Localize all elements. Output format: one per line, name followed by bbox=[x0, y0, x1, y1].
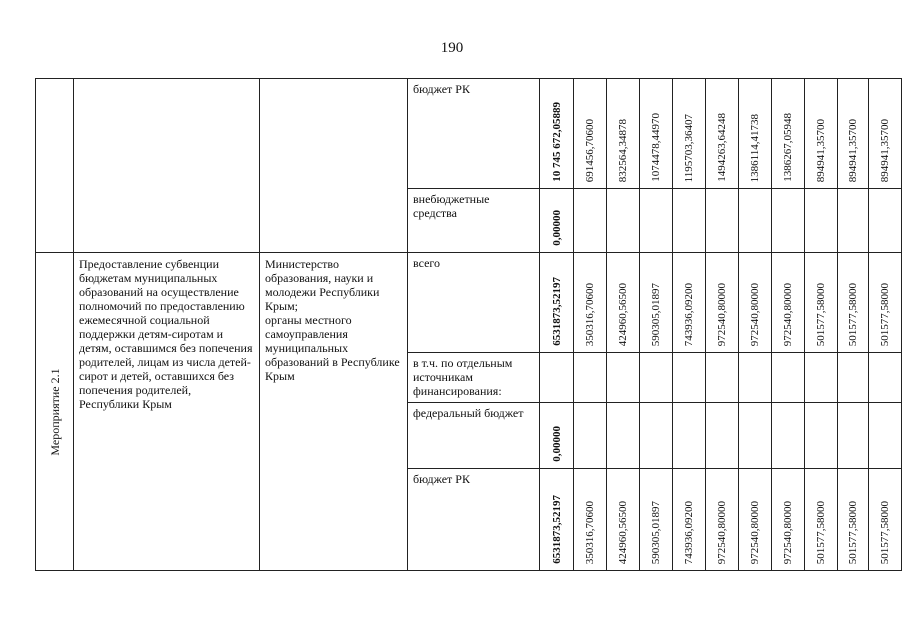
funding-source-cell bbox=[408, 353, 540, 403]
year-value-cell bbox=[805, 403, 838, 469]
year-value-cell bbox=[574, 253, 607, 353]
year-value-cell bbox=[706, 353, 739, 403]
page-number: 190 bbox=[440, 40, 464, 56]
event-label: Мероприятие 2.1 bbox=[47, 367, 62, 456]
year-value: 972540,80000 bbox=[749, 282, 761, 346]
year-value-cell bbox=[607, 403, 640, 469]
year-value-cell bbox=[673, 253, 706, 353]
year-value: 424960,56500 bbox=[617, 282, 629, 346]
year-value-cell bbox=[838, 79, 869, 189]
year-value-cell bbox=[640, 469, 673, 571]
total-cell bbox=[540, 353, 574, 403]
year-value-cell bbox=[706, 469, 739, 571]
year-value-cell bbox=[574, 189, 607, 253]
year-value: 972540,80000 bbox=[749, 500, 761, 564]
year-value: 894941,35700 bbox=[847, 118, 859, 182]
year-value-cell bbox=[869, 253, 902, 353]
year-value-cell bbox=[869, 189, 902, 253]
year-value: 501577,58000 bbox=[815, 282, 827, 346]
year-value-cell bbox=[772, 189, 805, 253]
year-value-cell bbox=[574, 79, 607, 189]
year-value-cell bbox=[772, 403, 805, 469]
table-row bbox=[36, 79, 902, 189]
year-value-cell bbox=[640, 253, 673, 353]
funding-source-cell bbox=[408, 469, 540, 571]
year-value-cell bbox=[772, 353, 805, 403]
funding-source-cell bbox=[408, 403, 540, 469]
year-value-cell bbox=[739, 403, 772, 469]
year-value: 972540,80000 bbox=[716, 282, 728, 346]
description-cell-blank bbox=[74, 79, 260, 253]
year-value-cell bbox=[574, 353, 607, 403]
year-value: 590305,01897 bbox=[650, 500, 662, 564]
total-value: 0,00000 bbox=[550, 426, 563, 462]
total-value: 10 745 672,05889 bbox=[550, 102, 563, 182]
year-value: 743936,09200 bbox=[683, 282, 695, 346]
event-description: Предоставление субвенции бюджетам муниципальных образований на осуществление полномочий по предоставлению ежемесячной социальной поддержки детям-сиротам и детям, оставшимся без попечения родителей, лицам из числа детей-сирот и детей, оставшихся без попечения родителей, Республики Крым bbox=[79, 257, 253, 411]
year-value: 743936,09200 bbox=[683, 500, 695, 564]
year-value-cell bbox=[673, 79, 706, 189]
funding-source-cell bbox=[408, 253, 540, 353]
year-value: 972540,80000 bbox=[782, 500, 794, 564]
year-value: 501577,58000 bbox=[815, 500, 827, 564]
year-value-cell bbox=[673, 353, 706, 403]
event-executor: Министерство образования, науки и молодежи Республики Крым; органы местного самоуправления муниципальных образований в Республике Крым bbox=[265, 257, 400, 383]
year-value: 501577,58000 bbox=[847, 282, 859, 346]
year-value-cell bbox=[607, 189, 640, 253]
year-value-cell bbox=[869, 403, 902, 469]
year-value: 424960,56500 bbox=[617, 500, 629, 564]
year-value-cell bbox=[607, 353, 640, 403]
funding-source: бюджет РК bbox=[413, 82, 470, 96]
year-value-cell bbox=[869, 79, 902, 189]
year-value-cell bbox=[838, 403, 869, 469]
year-value-cell bbox=[640, 353, 673, 403]
year-value-cell bbox=[739, 353, 772, 403]
funding-source-cell bbox=[408, 189, 540, 253]
year-value-cell bbox=[640, 403, 673, 469]
year-value-cell bbox=[869, 353, 902, 403]
year-value: 501577,58000 bbox=[879, 282, 891, 346]
year-value: 350316,70600 bbox=[584, 282, 596, 346]
year-value-cell bbox=[739, 189, 772, 253]
year-value: 972540,80000 bbox=[782, 282, 794, 346]
year-value-cell bbox=[772, 469, 805, 571]
year-value-cell bbox=[805, 469, 838, 571]
year-value-cell bbox=[739, 79, 772, 189]
year-value: 691456,70600 bbox=[584, 118, 596, 182]
funding-source: в т.ч. по отдельным источникам финансирования: bbox=[413, 356, 513, 398]
total-cell bbox=[540, 469, 574, 571]
year-value-cell bbox=[739, 253, 772, 353]
year-value: 972540,80000 bbox=[716, 500, 728, 564]
total-cell bbox=[540, 79, 574, 189]
total-value: 0,00000 bbox=[550, 210, 563, 246]
year-value: 501577,58000 bbox=[847, 500, 859, 564]
event-cell-blank bbox=[36, 79, 74, 253]
year-value-cell bbox=[574, 403, 607, 469]
year-value: 350316,70600 bbox=[584, 500, 596, 564]
year-value: 590305,01897 bbox=[650, 282, 662, 346]
year-value-cell bbox=[607, 79, 640, 189]
executor-cell-blank bbox=[260, 79, 408, 253]
year-value-cell bbox=[640, 189, 673, 253]
year-value-cell bbox=[673, 189, 706, 253]
year-value: 832564,34878 bbox=[617, 118, 629, 182]
year-value-cell bbox=[838, 253, 869, 353]
year-value-cell bbox=[706, 189, 739, 253]
funding-source: бюджет РК bbox=[413, 472, 470, 486]
funding-source: всего bbox=[413, 256, 441, 270]
year-value: 1386114,41738 bbox=[749, 113, 761, 182]
year-value-cell bbox=[673, 469, 706, 571]
year-value-cell bbox=[838, 189, 869, 253]
year-value-cell bbox=[673, 403, 706, 469]
description-cell bbox=[74, 253, 260, 571]
year-value-cell bbox=[838, 469, 869, 571]
funding-source: федеральный бюджет bbox=[413, 406, 524, 420]
year-value-cell bbox=[805, 353, 838, 403]
year-value-cell bbox=[805, 189, 838, 253]
year-value: 894941,35700 bbox=[879, 118, 891, 182]
funding-source: внебюджетные средства bbox=[413, 192, 490, 220]
total-value: 6531873,52197 bbox=[550, 495, 563, 564]
year-value-cell bbox=[706, 253, 739, 353]
year-value-cell bbox=[607, 469, 640, 571]
year-value-cell bbox=[838, 353, 869, 403]
year-value-cell bbox=[805, 253, 838, 353]
table-row bbox=[36, 253, 902, 353]
year-value-cell bbox=[640, 79, 673, 189]
year-value-cell bbox=[772, 79, 805, 189]
event-cell bbox=[36, 253, 74, 571]
financing-table bbox=[35, 78, 902, 571]
executor-cell bbox=[260, 253, 408, 571]
funding-source-cell bbox=[408, 79, 540, 189]
total-value: 6531873,52197 bbox=[550, 277, 563, 346]
year-value: 894941,35700 bbox=[815, 118, 827, 182]
year-value: 1386267,05948 bbox=[782, 113, 794, 182]
year-value-cell bbox=[772, 253, 805, 353]
year-value: 1494263,64248 bbox=[716, 113, 728, 182]
year-value-cell bbox=[869, 469, 902, 571]
year-value: 1195703,36407 bbox=[683, 113, 695, 182]
year-value-cell bbox=[706, 403, 739, 469]
total-cell bbox=[540, 189, 574, 253]
year-value-cell bbox=[706, 79, 739, 189]
year-value-cell bbox=[739, 469, 772, 571]
total-cell bbox=[540, 253, 574, 353]
year-value-cell bbox=[574, 469, 607, 571]
year-value: 501577,58000 bbox=[879, 500, 891, 564]
year-value-cell bbox=[607, 253, 640, 353]
year-value-cell bbox=[805, 79, 838, 189]
total-cell bbox=[540, 403, 574, 469]
year-value: 1074478,44970 bbox=[650, 113, 662, 182]
